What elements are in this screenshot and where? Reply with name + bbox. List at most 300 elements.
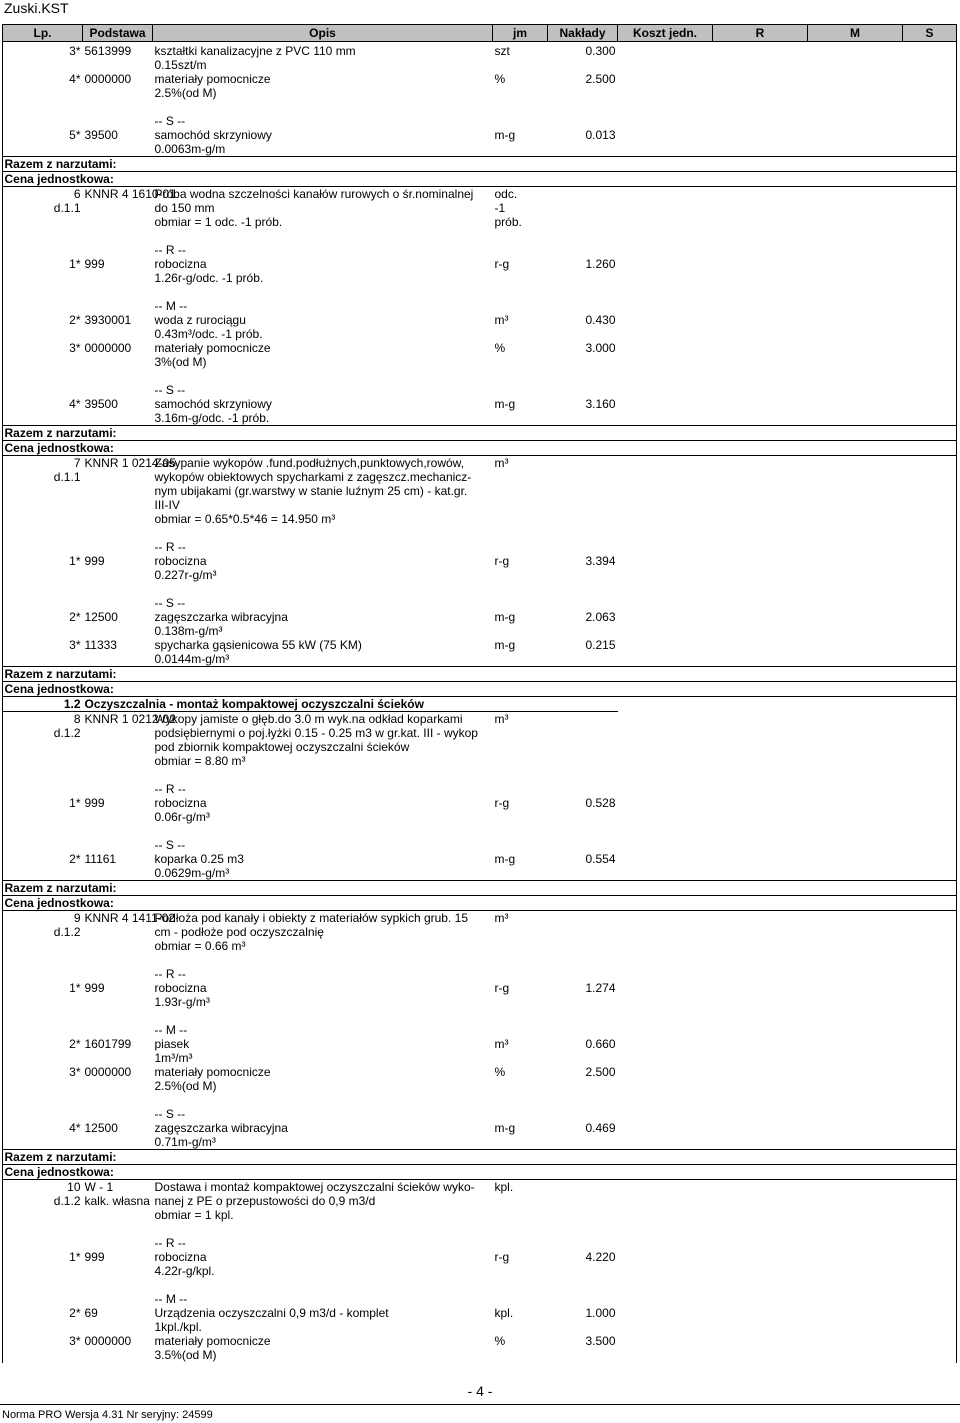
jm-cell (493, 100, 548, 114)
empty-cell (903, 271, 957, 285)
empty-cell (618, 697, 713, 712)
empty-cell (713, 624, 808, 638)
razem-z-narzutami-row (3, 157, 957, 172)
lp-cell (3, 411, 83, 426)
lp-cell (3, 1208, 83, 1222)
jm-cell (493, 768, 548, 782)
empty-cell (903, 610, 957, 624)
opis-cell: 2.5%(od M) (154, 86, 217, 100)
empty-cell (618, 1236, 713, 1250)
podstawa-cell (83, 142, 153, 157)
lp-cell: 4* (69, 72, 81, 86)
empty-cell (903, 896, 957, 911)
empty-cell (618, 953, 713, 967)
empty-cell (618, 1093, 713, 1107)
naklady-cell (548, 1135, 618, 1150)
empty-cell (903, 939, 957, 953)
empty-cell (808, 782, 903, 796)
naklady-cell (548, 1051, 618, 1065)
empty-cell (493, 426, 548, 441)
lp-cell (3, 285, 83, 299)
empty-cell (903, 285, 957, 299)
empty-cell (618, 796, 713, 810)
empty-cell (903, 782, 957, 796)
opis-cell: -- R -- (154, 967, 186, 981)
jm-cell: r-g (494, 796, 510, 810)
empty-cell (713, 114, 808, 128)
podstawa-cell: 12500 (84, 1121, 118, 1135)
opis-cell: 2.5%(od M) (154, 1079, 217, 1093)
empty-cell (713, 981, 808, 995)
opis-cell (153, 953, 493, 967)
empty-cell (903, 1292, 957, 1306)
empty-cell (903, 369, 957, 383)
opis-cell: Urządzenia oczyszczalni 0,9 m3/d - komplet (154, 1306, 389, 1320)
table-row (3, 754, 957, 768)
podstawa-cell (83, 1348, 153, 1362)
empty-cell (903, 1135, 957, 1150)
empty-cell (808, 1306, 903, 1320)
empty-cell (713, 810, 808, 824)
opis-cell: 1.26r-g/odc. -1 prób. (154, 271, 264, 285)
empty-cell (808, 142, 903, 157)
table-row (3, 1264, 957, 1278)
empty-cell (808, 313, 903, 327)
empty-cell (713, 243, 808, 257)
empty-cell (713, 383, 808, 397)
opis-cell: 3.16m-g/odc. -1 prób. (154, 411, 270, 425)
jm-cell: m³ (494, 456, 509, 470)
empty-cell (903, 1079, 957, 1093)
empty-cell (808, 881, 903, 896)
table-row (3, 1135, 957, 1150)
table-row (3, 243, 957, 257)
jm-cell: % (494, 72, 506, 86)
jm-cell (493, 740, 548, 754)
empty-cell (903, 1222, 957, 1236)
empty-cell (713, 740, 808, 754)
empty-cell (618, 187, 713, 202)
podstawa-cell (83, 1093, 153, 1107)
empty-cell (548, 441, 618, 456)
opis-cell (153, 1222, 493, 1236)
jm-cell (493, 540, 548, 554)
empty-cell (618, 1165, 713, 1180)
empty-cell (618, 596, 713, 610)
razem-label: Razem z narzutami: (3, 426, 493, 441)
table-row (3, 411, 957, 426)
lp-cell: d.1.1 (53, 470, 81, 484)
naklady-cell: 0.430 (585, 313, 616, 327)
empty-cell (618, 42, 713, 59)
empty-cell (903, 810, 957, 824)
opis-cell (153, 824, 493, 838)
naklady-cell (548, 652, 618, 667)
table-row (3, 1320, 957, 1334)
podstawa-cell (83, 1264, 153, 1278)
opis-cell: kształtki kanalizacyjne z PVC 110 mm (154, 44, 356, 58)
opis-cell: -- M -- (154, 1023, 188, 1037)
empty-cell (618, 383, 713, 397)
empty-cell (618, 896, 713, 911)
naklady-cell: 4.220 (585, 1250, 616, 1264)
empty-cell (808, 1222, 903, 1236)
empty-cell (713, 911, 808, 926)
naklady-cell (548, 327, 618, 341)
podstawa-cell (83, 1009, 153, 1023)
lp-cell: 2* (69, 852, 81, 866)
empty-cell (618, 995, 713, 1009)
jm-cell (493, 1107, 548, 1121)
podstawa-cell (83, 953, 153, 967)
naklady-cell (548, 568, 618, 582)
opis-cell: Próba wodna szczelności kanałów rurowych o śr.nominalnej (154, 187, 474, 201)
empty-cell (713, 1348, 808, 1362)
jm-cell (493, 1222, 548, 1236)
empty-cell (713, 953, 808, 967)
naklady-cell (548, 114, 618, 128)
lp-cell: 1* (69, 1250, 81, 1264)
podstawa-cell: 999 (84, 796, 105, 810)
empty-cell (808, 1348, 903, 1362)
empty-cell (808, 939, 903, 953)
lp-cell (3, 1264, 83, 1278)
jm-cell (493, 754, 548, 768)
empty-cell (713, 1194, 808, 1208)
empty-cell (618, 1306, 713, 1320)
opis-cell (153, 1278, 493, 1292)
table-row (3, 1222, 957, 1236)
table-row (3, 526, 957, 540)
jm-cell (493, 624, 548, 638)
empty-cell (618, 72, 713, 86)
empty-cell (903, 526, 957, 540)
opis-cell: 3%(od M) (154, 355, 207, 369)
table-row (3, 187, 957, 202)
empty-cell (618, 682, 713, 697)
empty-cell (808, 1121, 903, 1135)
opis-cell: 0.06r-g/m³ (154, 810, 210, 824)
empty-cell (618, 1222, 713, 1236)
empty-cell (903, 1051, 957, 1065)
jm-cell (493, 498, 548, 512)
empty-cell (903, 1037, 957, 1051)
empty-cell (713, 142, 808, 157)
table-row (3, 142, 957, 157)
empty-cell (618, 1208, 713, 1222)
podstawa-cell: 12500 (84, 610, 118, 624)
empty-cell (808, 667, 903, 682)
empty-cell (493, 441, 548, 456)
empty-cell (713, 100, 808, 114)
podstawa-cell (83, 754, 153, 768)
jm-cell (493, 1051, 548, 1065)
podstawa-cell (83, 740, 153, 754)
naklady-cell (548, 271, 618, 285)
jm-cell: -1 (494, 201, 506, 215)
opis-cell (153, 526, 493, 540)
opis-cell: -- S -- (154, 1107, 186, 1121)
naklady-cell (548, 526, 618, 540)
razem-z-narzutami-row (3, 1150, 957, 1165)
podstawa-cell (83, 1222, 153, 1236)
table-right-border (956, 24, 957, 1363)
empty-cell (903, 114, 957, 128)
lp-cell: 2* (69, 1306, 81, 1320)
empty-cell (618, 201, 713, 215)
table-row (3, 824, 957, 838)
empty-cell (903, 1009, 957, 1023)
lp-cell: 2* (69, 1037, 81, 1051)
empty-cell (618, 512, 713, 526)
empty-cell (618, 582, 713, 596)
empty-cell (713, 554, 808, 568)
empty-cell (618, 1023, 713, 1037)
podstawa-cell (83, 229, 153, 243)
opis-cell: Wykopy jamiste o głęb.do 3.0 m wyk.na odkład koparkami (154, 712, 463, 726)
opis-cell: 0.138m-g/m³ (154, 624, 223, 638)
empty-cell (808, 596, 903, 610)
empty-cell (618, 243, 713, 257)
table-row (3, 313, 957, 327)
empty-cell (713, 72, 808, 86)
empty-cell (618, 726, 713, 740)
empty-cell (903, 697, 957, 712)
naklady-cell (548, 86, 618, 100)
empty-cell (808, 981, 903, 995)
empty-cell (713, 411, 808, 426)
jm-cell (493, 327, 548, 341)
naklady-cell (548, 967, 618, 981)
empty-cell (903, 1165, 957, 1180)
opis-cell: samochód skrzyniowy (154, 128, 272, 142)
table-row (3, 782, 957, 796)
jm-cell (493, 1135, 548, 1150)
empty-cell (808, 682, 903, 697)
podstawa-cell (83, 526, 153, 540)
lp-cell (3, 215, 83, 229)
empty-cell (713, 172, 808, 187)
empty-cell (618, 426, 713, 441)
empty-cell (618, 568, 713, 582)
empty-cell (618, 299, 713, 313)
podstawa-cell: KNNR 1 0214-05 (84, 456, 176, 470)
lp-cell (3, 1135, 83, 1150)
jm-cell: m-g (494, 638, 516, 652)
naklady-cell: 0.528 (585, 796, 616, 810)
empty-cell (618, 100, 713, 114)
header-m: M (808, 25, 903, 42)
podstawa-cell (83, 1107, 153, 1121)
lp-cell: 2* (69, 610, 81, 624)
table-row (3, 866, 957, 881)
empty-cell (618, 1180, 713, 1195)
lp-cell (3, 58, 83, 72)
jm-cell (493, 299, 548, 313)
jm-cell: odc. (494, 187, 518, 201)
empty-cell (618, 712, 713, 727)
jm-cell (493, 243, 548, 257)
opis-cell: obmiar = 0.66 m³ (154, 939, 246, 953)
jm-cell: m³ (494, 1037, 509, 1051)
podstawa-cell (83, 939, 153, 953)
empty-cell (713, 86, 808, 100)
empty-cell (618, 1278, 713, 1292)
empty-cell (713, 712, 808, 727)
lp-cell (3, 484, 83, 498)
empty-cell (618, 456, 713, 471)
table-row (3, 1093, 957, 1107)
podstawa-cell (83, 1135, 153, 1150)
lp-cell (3, 229, 83, 243)
naklady-cell (548, 866, 618, 881)
cena-jednostkowa-row (3, 1165, 957, 1180)
table-row (3, 58, 957, 72)
empty-cell (713, 441, 808, 456)
empty-cell (618, 1079, 713, 1093)
empty-cell (713, 754, 808, 768)
podstawa-cell (83, 1292, 153, 1306)
naklady-cell: 0.554 (585, 852, 616, 866)
lp-cell (3, 114, 83, 128)
empty-cell (903, 72, 957, 86)
opis-cell: -- R -- (154, 243, 186, 257)
opis-cell: obmiar = 0.65*0.5*46 = 14.950 m³ (154, 512, 336, 526)
empty-cell (808, 1278, 903, 1292)
empty-cell (713, 582, 808, 596)
lp-cell (3, 1320, 83, 1334)
naklady-cell (548, 201, 618, 215)
lp-cell: 1* (69, 981, 81, 995)
empty-cell (713, 470, 808, 484)
empty-cell (548, 667, 618, 682)
table-row (3, 554, 957, 568)
empty-cell (618, 810, 713, 824)
empty-cell (618, 838, 713, 852)
cena-label: Cena jednostkowa: (3, 1165, 493, 1180)
table-row (3, 726, 957, 740)
empty-cell (903, 142, 957, 157)
empty-cell (618, 667, 713, 682)
empty-cell (808, 498, 903, 512)
empty-cell (618, 229, 713, 243)
empty-cell (713, 540, 808, 554)
empty-cell (713, 939, 808, 953)
empty-cell (808, 1250, 903, 1264)
table-row (3, 42, 957, 59)
opis-cell: materiały pomocnicze (154, 72, 271, 86)
table-row (3, 512, 957, 526)
empty-cell (713, 995, 808, 1009)
opis-cell: robocizna (154, 257, 207, 271)
empty-cell (713, 327, 808, 341)
table-row (3, 299, 957, 313)
opis-cell: piasek (154, 1037, 190, 1051)
empty-cell (903, 852, 957, 866)
empty-cell (548, 682, 618, 697)
empty-cell (808, 441, 903, 456)
empty-cell (618, 1320, 713, 1334)
jm-cell (493, 596, 548, 610)
opis-cell (153, 582, 493, 596)
empty-cell (548, 896, 618, 911)
header-r: R (713, 25, 808, 42)
empty-cell (903, 201, 957, 215)
razem-label: Razem z narzutami: (3, 1150, 493, 1165)
empty-cell (618, 271, 713, 285)
podstawa-cell (83, 299, 153, 313)
table-row (3, 610, 957, 624)
jm-cell (493, 568, 548, 582)
empty-cell (903, 838, 957, 852)
naklady-cell: 0.469 (585, 1121, 616, 1135)
naklady-cell (548, 1009, 618, 1023)
header-koszt-jedn: Koszt jedn. (618, 25, 713, 42)
table-row (3, 456, 957, 471)
cena-jednostkowa-row (3, 172, 957, 187)
lp-cell: d.1.1 (53, 201, 81, 215)
empty-cell (903, 484, 957, 498)
lp-cell (3, 1107, 83, 1121)
opis-cell: do 150 mm (154, 201, 215, 215)
empty-cell (618, 470, 713, 484)
empty-cell (903, 411, 957, 426)
empty-cell (713, 341, 808, 355)
empty-cell (903, 441, 957, 456)
table-row (3, 939, 957, 953)
empty-cell (548, 157, 618, 172)
jm-cell (493, 1292, 548, 1306)
jm-cell (493, 369, 548, 383)
podstawa-cell: 11333 (84, 638, 117, 652)
lp-cell (3, 1222, 83, 1236)
lp-cell (3, 568, 83, 582)
empty-cell (903, 157, 957, 172)
podstawa-cell (83, 1079, 153, 1093)
table-row (3, 953, 957, 967)
opis-cell: 4.22r-g/kpl. (154, 1264, 215, 1278)
table-row (3, 596, 957, 610)
empty-cell (903, 498, 957, 512)
lp-cell (3, 939, 83, 953)
podstawa-cell (83, 1208, 153, 1222)
jm-cell: m-g (494, 397, 516, 411)
podstawa-cell (83, 838, 153, 852)
lp-cell (3, 624, 83, 638)
table-row (3, 100, 957, 114)
empty-cell (808, 925, 903, 939)
empty-cell (713, 1236, 808, 1250)
podstawa-cell: kalk. własna (84, 1194, 150, 1208)
jm-cell (493, 726, 548, 740)
naklady-cell (548, 925, 618, 939)
table-row (3, 1348, 957, 1362)
empty-cell (808, 995, 903, 1009)
empty-cell (903, 243, 957, 257)
empty-cell (808, 1292, 903, 1306)
lp-cell: 9 (73, 911, 81, 925)
empty-cell (903, 596, 957, 610)
jm-cell (493, 411, 548, 426)
empty-cell (903, 624, 957, 638)
lp-cell (3, 383, 83, 397)
jm-cell (493, 953, 548, 967)
lp-cell (3, 866, 83, 881)
empty-cell (808, 697, 903, 712)
empty-cell (808, 229, 903, 243)
opis-cell: samochód skrzyniowy (154, 397, 272, 411)
podstawa-cell (83, 596, 153, 610)
